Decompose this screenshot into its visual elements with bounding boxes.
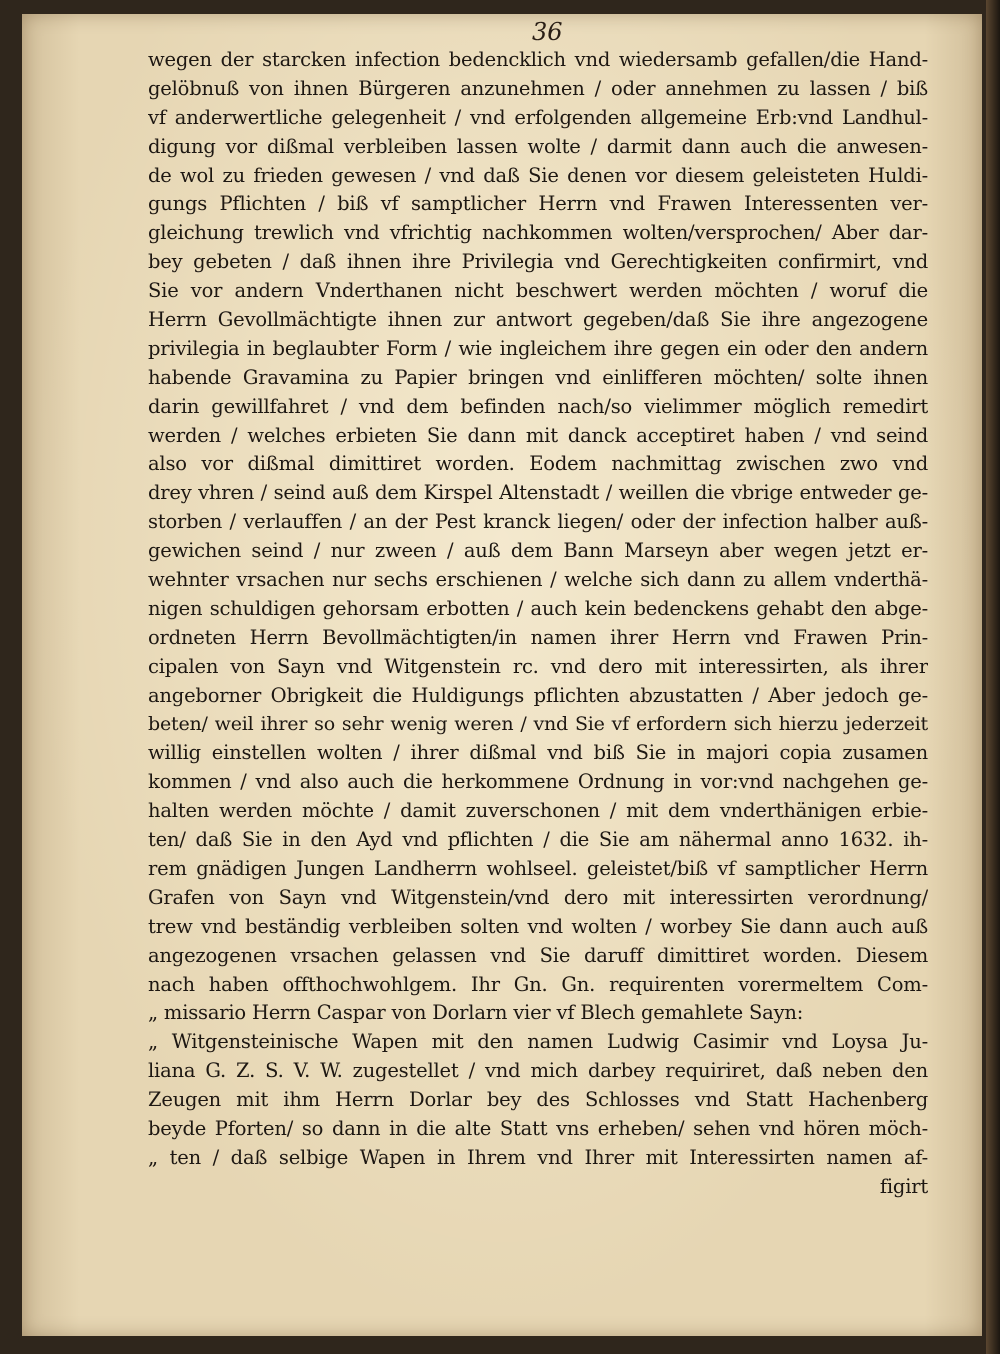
text-line: nigen schuldigen gehorsam erbotten / auch kein bedenckens gehabt den abge-: [148, 596, 928, 620]
text-line: gleichung trewlich vnd vfrichtig nachkommen wolten/versprochen/ Aber dar-: [148, 221, 928, 245]
text-line: gungs Pflichten / biß vf samptlicher Herrn vnd Frawen Interessenten ver-: [148, 192, 928, 216]
text-line: gelöbnuß von ihnen Bürgeren anzunehmen / oder annehmen zu lassen / biß: [148, 76, 928, 100]
text-line: werden / welches erbieten Sie dann mit danck acceptiret haben / vnd seind: [148, 423, 928, 447]
text-line: Sie vor andern Vnderthanen nicht beschwert werden möchten / woruf die: [148, 279, 928, 303]
text-line: liana G. Z. S. V. W. zugestellet / vnd mich darbey requiriret, daß neben den: [148, 1059, 928, 1083]
page-number: 36: [532, 18, 563, 46]
text-line: wehnter vrsachen nur sechs erschienen / welche sich dann zu allem vnderthä-: [148, 568, 928, 592]
page-edge-shadow: [986, 0, 1000, 1354]
text-line: darin gewillfahret / vnd dem befinden nach/so vielimmer möglich remedirt: [148, 394, 928, 418]
catchword: figirt: [879, 1174, 928, 1198]
text-line: digung vor dißmal verbleiben lassen wolte / darmit dann auch die anwesen-: [148, 134, 928, 158]
text-line: de wol zu frieden gewesen / vnd daß Sie denen vor diesem geleisteten Huldi-: [148, 163, 928, 187]
text-line: bey gebeten / daß ihnen ihre Privilegia vnd Gerechtigkeiten confirmirt, vnd: [148, 250, 928, 274]
text-line: angeborner Obrigkeit die Huldigungs pflichten abzustatten / Aber jedoch ge-: [148, 683, 928, 707]
text-line: angezogenen vrsachen gelassen vnd Sie daruff dimittiret worden. Diesem: [148, 943, 928, 967]
text-line: Grafen von Sayn vnd Witgenstein/vnd dero mit interessirten verordnung/: [148, 885, 928, 909]
text-line: also vor dißmal dimittiret worden. Eodem nachmittag zwischen zwo vnd: [148, 452, 928, 476]
text-line: kommen / vnd also auch die herkommene Ordnung in vor:vnd nachgehen ge-: [148, 770, 928, 794]
text-line: „ Witgensteinische Wapen mit den namen Ludwig Casimir vnd Loysa Ju-: [148, 1030, 928, 1054]
text-line: ordneten Herrn Bevollmächtigten/in namen ihrer Herrn vnd Frawen Prin-: [148, 625, 928, 649]
text-line: beyde Pforten/ so dann in die alte Statt vns erheben/ sehen vnd hören möch-: [148, 1116, 928, 1140]
text-line: cipalen von Sayn vnd Witgenstein rc. vnd dero mit interessirten, als ihrer: [148, 654, 928, 678]
text-line: willig einstellen wolten / ihrer dißmal vnd biß Sie in majori copia zusamen: [148, 741, 928, 765]
text-line: habende Gravamina zu Papier bringen vnd einlifferen möchten/ solte ihnen: [148, 365, 928, 389]
text-line: halten werden möchte / damit zuverschonen / mit dem vnderthänigen erbie-: [148, 799, 928, 823]
text-line: „ missario Herrn Caspar von Dorlarn vier vf Blech gemahlete Sayn:: [148, 1001, 804, 1025]
text-line: gewichen seind / nur zween / auß dem Bann Marseyn aber wegen jetzt er-: [148, 539, 928, 563]
text-line: privilegia in beglaubter Form / wie ingleichem ihre gegen ein oder den andern: [148, 336, 928, 360]
body-text: [148, 46, 928, 1202]
text-line: „ ten / daß selbige Wapen in Ihrem vnd Ihrer mit Interessirten namen af-: [148, 1145, 928, 1169]
text-line: ten/ daß Sie in den Ayd vnd pflichten / die Sie am nähermal anno 1632. ih-: [148, 828, 928, 852]
text-line: storben / verlauffen / an der Pest kranck liegen/ oder der infection halber auß-: [148, 510, 928, 534]
text-line: Zeugen mit ihm Herrn Dorlar bey des Schlosses vnd Statt Hachenberg: [148, 1088, 928, 1112]
text-line: Herrn Gevollmächtigte ihnen zur antwort gegeben/daß Sie ihre angezogene: [148, 308, 928, 332]
text-line: wegen der starcken infection bedencklich vnd wiedersamb gefallen/die Hand-: [148, 48, 928, 71]
text-line: nach haben offthochwohlgem. Ihr Gn. Gn. requirenten vorermeltem Com-: [148, 972, 928, 996]
text-line: vf anderwertliche gelegenheit / vnd erfolgenden allgemeine Erb:vnd Landhul-: [148, 105, 928, 129]
text-line: trew vnd beständig verbleiben solten vnd wolten / worbey Sie dann auch auß: [148, 914, 928, 938]
text-line: beten/ weil ihrer so sehr wenig weren / vnd Sie vf erfordern sich hierzu jederzeit: [148, 713, 928, 736]
text-line: rem gnädigen Jungen Landherrn wohlseel. geleistet/biß vf samptlicher Herrn: [148, 856, 928, 880]
text-line: drey vhren / seind auß dem Kirspel Altenstadt / weillen die vbrige entweder ge-: [148, 481, 928, 505]
